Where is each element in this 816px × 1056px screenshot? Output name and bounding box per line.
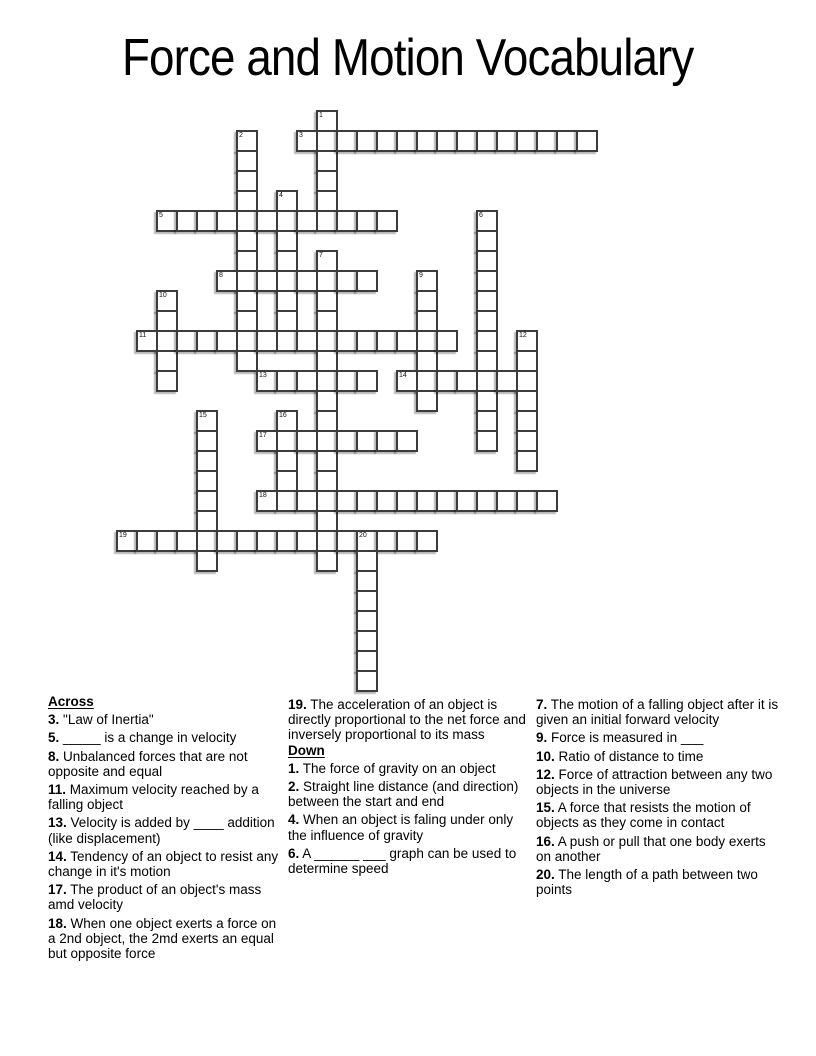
clue-number: 4. [288, 812, 300, 828]
clue-9 [536, 730, 782, 745]
grid-cell[interactable] [276, 270, 298, 292]
clue-4 [288, 812, 534, 842]
grid-cell[interactable] [396, 430, 418, 452]
clue-number: 8. [48, 748, 60, 764]
clue-text: A ______ ___ graph can be used to determine speed [288, 845, 517, 877]
grid-cell[interactable] [196, 410, 218, 432]
grid-cell[interactable] [256, 210, 278, 232]
grid-cell[interactable] [276, 530, 298, 552]
grid-cell[interactable] [356, 210, 378, 232]
clue-number: 14. [48, 848, 67, 864]
grid-cell[interactable] [476, 330, 498, 352]
grid-cell[interactable] [156, 370, 178, 392]
grid-cell[interactable] [336, 490, 358, 512]
grid-cell[interactable] [416, 330, 438, 352]
clue-6 [288, 846, 534, 876]
grid-cell[interactable] [556, 130, 578, 152]
grid-cell[interactable] [136, 330, 158, 352]
grid-cell[interactable] [336, 210, 358, 232]
grid-cell[interactable] [196, 550, 218, 572]
clue-17 [48, 882, 286, 912]
clue-text: When one object exerts a force on a 2nd object, the 2md exerts an equal but opposite force [48, 915, 277, 962]
grid-cell[interactable] [276, 430, 298, 452]
clue-number: 10. [536, 748, 555, 764]
grid-cell[interactable] [416, 270, 438, 292]
grid-cell[interactable] [356, 630, 378, 652]
grid-cell[interactable] [416, 490, 438, 512]
clue-19 [288, 697, 534, 743]
grid-cell[interactable] [196, 530, 218, 552]
grid-cell[interactable] [376, 530, 398, 552]
puzzle-title: Force and Motion Vocabulary [122, 29, 694, 87]
grid-cell[interactable] [276, 330, 298, 352]
grid-cell[interactable] [416, 370, 438, 392]
clue-number: 6. [288, 845, 300, 861]
grid-cell[interactable] [416, 130, 438, 152]
grid-cell[interactable] [276, 230, 298, 252]
cell-number: 13 [259, 372, 267, 379]
grid-cell[interactable] [256, 330, 278, 352]
grid-cell[interactable] [436, 370, 458, 392]
cell-number: 8 [219, 272, 223, 279]
grid-cell[interactable] [316, 150, 338, 172]
cell-number: 20 [359, 532, 367, 539]
grid-cell[interactable] [476, 370, 498, 392]
grid-cell[interactable] [236, 230, 258, 252]
grid-cell[interactable] [336, 130, 358, 152]
grid-cell[interactable] [236, 170, 258, 192]
clue-16 [536, 834, 782, 864]
grid-cell[interactable] [236, 250, 258, 272]
clue-text: Velocity is added by ____ addition (like displacement) [48, 815, 275, 846]
grid-cell[interactable] [516, 130, 538, 152]
grid-cell[interactable] [296, 490, 318, 512]
grid-cell[interactable] [456, 130, 478, 152]
grid-cell[interactable] [476, 350, 498, 372]
clue-7 [536, 697, 782, 727]
clue-text: Unbalanced forces that are not opposite and equal [48, 748, 248, 779]
grid-cell[interactable] [296, 210, 318, 232]
cell-number: 1 [319, 112, 323, 119]
grid-cell[interactable] [276, 490, 298, 512]
grid-cell[interactable] [476, 250, 498, 272]
clue-column-2 [288, 694, 534, 876]
grid-cell[interactable] [276, 370, 298, 392]
grid-cell[interactable] [536, 490, 558, 512]
clue-12 [536, 767, 782, 797]
grid-cell[interactable] [436, 130, 458, 152]
clue-text: Straight line distance (and direction) between the start and end [288, 779, 519, 810]
grid-cell[interactable] [396, 490, 418, 512]
clue-number: 20. [536, 867, 555, 883]
grid-cell[interactable] [436, 490, 458, 512]
grid-cell[interactable] [376, 330, 398, 352]
grid-cell[interactable] [356, 130, 378, 152]
grid-cell[interactable] [336, 330, 358, 352]
grid-cell[interactable] [316, 510, 338, 532]
grid-cell[interactable] [516, 450, 538, 472]
grid-cell[interactable] [276, 190, 298, 212]
grid-cell[interactable] [196, 490, 218, 512]
grid-cell[interactable] [236, 270, 258, 292]
grid-cell[interactable] [356, 550, 378, 572]
grid-cell[interactable] [376, 430, 398, 452]
clue-20 [536, 867, 782, 897]
clue-text: The acceleration of an object is directly proportional to the net force and inversely proportional to its mass [288, 697, 526, 743]
grid-cell[interactable] [356, 610, 378, 632]
grid-cell[interactable] [356, 270, 378, 292]
grid-cell[interactable] [316, 370, 338, 392]
grid-cell[interactable] [296, 430, 318, 452]
grid-cell[interactable] [516, 410, 538, 432]
clue-number: 11. [48, 782, 67, 798]
grid-cell[interactable] [276, 290, 298, 312]
clue-3 [48, 712, 286, 727]
clue-text: Tendency of an object to resist any change in it's motion [48, 848, 279, 880]
grid-cell[interactable] [476, 430, 498, 452]
clue-number: 3. [48, 712, 60, 728]
grid-cell[interactable] [356, 670, 378, 692]
clue-number: 13. [48, 815, 67, 831]
grid-cell[interactable] [216, 210, 238, 232]
grid-cell[interactable] [516, 350, 538, 372]
grid-cell[interactable] [156, 290, 178, 312]
grid-cell[interactable] [256, 370, 278, 392]
clue-number: 18. [48, 915, 67, 931]
cell-number: 16 [279, 412, 287, 419]
grid-cell[interactable] [376, 210, 398, 232]
grid-cell[interactable] [316, 530, 338, 552]
grid-cell[interactable] [356, 490, 378, 512]
clue-text: Ratio of distance to time [558, 748, 704, 764]
grid-cell[interactable] [256, 430, 278, 452]
grid-cell[interactable] [176, 210, 198, 232]
grid-cell[interactable] [196, 450, 218, 472]
clue-18 [48, 916, 286, 962]
grid-cell[interactable] [236, 350, 258, 372]
grid-cell[interactable] [536, 130, 558, 152]
grid-cell[interactable] [516, 430, 538, 452]
grid-cell[interactable] [316, 290, 338, 312]
clue-text: "Law of Inertia" [63, 712, 154, 728]
grid-cell[interactable] [156, 350, 178, 372]
clue-number: 16. [536, 833, 555, 849]
clue-text: A push or pull that one body exerts on another [536, 833, 766, 864]
grid-cell[interactable] [316, 310, 338, 332]
grid-cell[interactable] [316, 410, 338, 432]
grid-cell[interactable] [416, 390, 438, 412]
grid-cell[interactable] [316, 250, 338, 272]
grid-cell[interactable] [396, 530, 418, 552]
grid-cell[interactable] [496, 370, 518, 392]
grid-cell[interactable] [196, 330, 218, 352]
cell-number: 2 [239, 132, 243, 139]
grid-cell[interactable] [516, 490, 538, 512]
clue-14 [48, 849, 286, 879]
clue-text: The length of a path between two points [536, 867, 758, 898]
clue-number: 19. [288, 697, 307, 712]
grid-cell[interactable] [156, 210, 178, 232]
grid-cell[interactable] [236, 290, 258, 312]
grid-cell[interactable] [276, 470, 298, 492]
grid-cell[interactable] [316, 130, 338, 152]
clue-8 [48, 749, 286, 779]
grid-cell[interactable] [236, 530, 258, 552]
grid-cell[interactable] [316, 270, 338, 292]
grid-cell[interactable] [336, 430, 358, 452]
grid-cell[interactable] [296, 130, 318, 152]
cell-number: 19 [119, 532, 127, 539]
grid-cell[interactable] [416, 310, 438, 332]
grid-cell[interactable] [256, 530, 278, 552]
grid-cell[interactable] [396, 330, 418, 352]
clue-column-3 [536, 694, 782, 897]
grid-cell[interactable] [476, 270, 498, 292]
grid-cell[interactable] [476, 210, 498, 232]
clue-text: Maximum velocity reached by a falling object [48, 782, 259, 813]
cell-number: 9 [419, 272, 423, 279]
grid-cell[interactable] [356, 530, 378, 552]
grid-cell[interactable] [516, 370, 538, 392]
grid-cell[interactable] [316, 110, 338, 132]
grid-cell[interactable] [316, 390, 338, 412]
grid-cell[interactable] [196, 430, 218, 452]
grid-cell[interactable] [476, 490, 498, 512]
clue-text: Force is measured in ___ [551, 730, 704, 746]
grid-cell[interactable] [336, 370, 358, 392]
clue-10 [536, 749, 782, 764]
grid-cell[interactable] [316, 490, 338, 512]
cell-number: 14 [399, 372, 407, 379]
grid-cell[interactable] [316, 330, 338, 352]
clue-number: 15. [536, 800, 555, 816]
grid-cell[interactable] [396, 130, 418, 152]
grid-cell[interactable] [416, 350, 438, 372]
grid-cell[interactable] [356, 430, 378, 452]
grid-cell[interactable] [476, 130, 498, 152]
grid-cell[interactable] [176, 330, 198, 352]
grid-cell[interactable] [576, 130, 598, 152]
grid-cell[interactable] [516, 330, 538, 352]
grid-cell[interactable] [296, 370, 318, 392]
grid-cell[interactable] [256, 490, 278, 512]
grid-cell[interactable] [196, 510, 218, 532]
cell-number: 5 [159, 212, 163, 219]
grid-cell[interactable] [316, 450, 338, 472]
grid-cell[interactable] [256, 270, 278, 292]
clue-1 [288, 761, 534, 776]
grid-cell[interactable] [296, 270, 318, 292]
clue-11 [48, 782, 286, 812]
grid-cell[interactable] [236, 330, 258, 352]
grid-cell[interactable] [276, 210, 298, 232]
grid-cell[interactable] [276, 250, 298, 272]
down-header: Down [288, 742, 325, 758]
grid-cell[interactable] [316, 350, 338, 372]
grid-cell[interactable] [116, 530, 138, 552]
clue-13 [48, 815, 286, 845]
grid-cell[interactable] [216, 270, 238, 292]
cell-number: 17 [259, 432, 267, 439]
grid-cell[interactable] [476, 230, 498, 252]
cell-number: 6 [479, 212, 483, 219]
grid-cell[interactable] [356, 650, 378, 672]
grid-cell[interactable] [416, 290, 438, 312]
clue-number: 7. [536, 697, 548, 712]
grid-cell[interactable] [136, 530, 158, 552]
grid-cell[interactable] [356, 370, 378, 392]
clue-text: Force of attraction between any two objects in the universe [536, 766, 773, 798]
grid-cell[interactable] [496, 130, 518, 152]
clue-column-1 [48, 694, 286, 961]
grid-cell[interactable] [456, 490, 478, 512]
grid-cell[interactable] [476, 410, 498, 432]
grid-cell[interactable] [156, 530, 178, 552]
grid-cell[interactable] [316, 430, 338, 452]
grid-cell[interactable] [196, 470, 218, 492]
grid-cell[interactable] [236, 210, 258, 232]
grid-cell[interactable] [236, 130, 258, 152]
grid-cell[interactable] [516, 390, 538, 412]
clue-2 [288, 779, 534, 809]
clue-number: 17. [48, 882, 67, 898]
cell-number: 3 [299, 132, 303, 139]
grid-cell[interactable] [476, 290, 498, 312]
grid-cell[interactable] [336, 270, 358, 292]
cell-number: 10 [159, 292, 167, 299]
grid-cell[interactable] [316, 190, 338, 212]
cell-number: 18 [259, 492, 267, 499]
clue-number: 12. [536, 766, 555, 782]
grid-cell[interactable] [276, 450, 298, 472]
grid-cell[interactable] [476, 390, 498, 412]
grid-cell[interactable] [336, 530, 358, 552]
grid-cell[interactable] [196, 210, 218, 232]
grid-cell[interactable] [216, 330, 238, 352]
grid-cell[interactable] [356, 330, 378, 352]
cell-number: 4 [279, 192, 283, 199]
clue-number: 1. [288, 760, 300, 776]
grid-cell[interactable] [236, 150, 258, 172]
cell-number: 12 [519, 332, 527, 339]
grid-cell[interactable] [316, 170, 338, 192]
grid-cell[interactable] [156, 330, 178, 352]
clue-text: When an object is faling under only the influence of gravity [288, 812, 514, 843]
grid-cell[interactable] [356, 570, 378, 592]
clue-5 [48, 730, 286, 745]
grid-cell[interactable] [316, 550, 338, 572]
clue-text: The motion of a falling object after it is given an initial forward velocity [536, 697, 779, 728]
cell-number: 15 [199, 412, 207, 419]
clue-text: _____ is a change in velocity [63, 730, 237, 746]
grid-cell[interactable] [156, 310, 178, 332]
grid-cell[interactable] [376, 130, 398, 152]
grid-cell[interactable] [236, 190, 258, 212]
grid-cell[interactable] [456, 370, 478, 392]
clue-text: A force that resists the motion of objects as they come in contact [536, 800, 751, 831]
across-header: Across [48, 694, 94, 709]
grid-cell[interactable] [216, 530, 238, 552]
grid-cell[interactable] [316, 210, 338, 232]
grid-cell[interactable] [276, 410, 298, 432]
grid-cell[interactable] [436, 330, 458, 352]
cell-number: 11 [139, 332, 147, 339]
grid-cell[interactable] [356, 590, 378, 612]
clue-number: 2. [288, 779, 300, 795]
grid-cell[interactable] [276, 310, 298, 332]
grid-cell[interactable] [236, 310, 258, 332]
clue-15 [536, 800, 782, 830]
clue-text: The product of an object's mass amd velocity [48, 882, 262, 913]
clue-text: The force of gravity on an object [302, 760, 496, 776]
grid-cell[interactable] [396, 370, 418, 392]
clue-number: 5. [48, 730, 60, 746]
grid-cell[interactable] [496, 490, 518, 512]
clue-number: 9. [536, 730, 548, 746]
cell-number: 7 [319, 252, 323, 259]
grid-cell[interactable] [316, 470, 338, 492]
grid-cell[interactable] [416, 530, 438, 552]
grid-cell[interactable] [476, 310, 498, 332]
grid-cell[interactable] [296, 330, 318, 352]
grid-cell[interactable] [176, 530, 198, 552]
grid-cell[interactable] [376, 490, 398, 512]
grid-cell[interactable] [296, 530, 318, 552]
